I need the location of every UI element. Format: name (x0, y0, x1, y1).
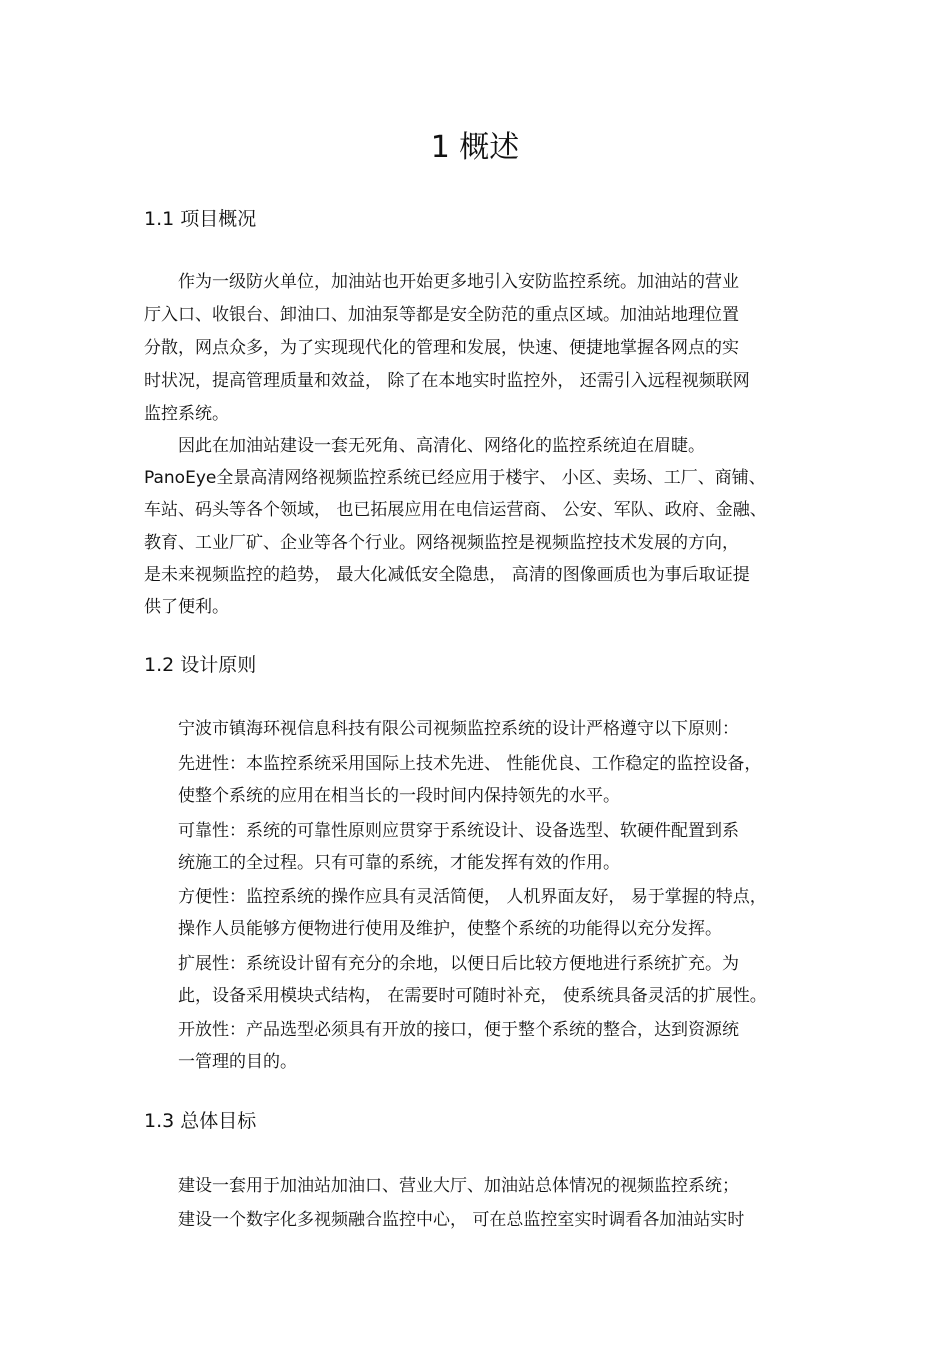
paragraph-line: 因此在加油站建设一套无死角、高清化、网络化的监控系统迫在眉睫。 (178, 436, 705, 456)
principle-line: 使整个系统的应用在相当长的一段时间内保持领先的水平。 (178, 786, 620, 806)
principle-line: 先进性：本监控系统采用国际上技术先进、 性能优良、工作稳定的监控设备， (178, 754, 762, 774)
paragraph-line: 宁波市镇海环视信息科技有限公司视频监控系统的设计严格遵守以下原则： (178, 719, 739, 739)
paragraph-line: 厅入口、收银台、卸油口、加油泵等都是安全防范的重点区域。加油站地理位置 (144, 305, 739, 325)
section-heading-design-principles: 1.2 设计原则 (144, 654, 257, 676)
principle-line: 可靠性：系统的可靠性原则应贯穿于系统设计、设备选型、软硬件配置到系 (178, 821, 739, 841)
paragraph-line: 监控系统。 (144, 404, 229, 424)
paragraph-line: 供了便利。 (144, 597, 229, 617)
principle-line: 此，设备采用模块式结构， 在需要时可随时补充， 使系统具备灵活的扩展性。 (178, 986, 767, 1006)
paragraph-line: 教育、工业厂矿、企业等各个行业。网络视频监控是视频监控技术发展的方向， (144, 533, 739, 553)
principle-line: 一管理的目的。 (178, 1052, 297, 1072)
section-heading-overall-goals: 1.3 总体目标 (144, 1110, 257, 1132)
paragraph-line: 是未来视频监控的趋势， 最大化减低安全隐患， 高清的图像画质也为事后取证提 (144, 565, 750, 585)
section-heading-overview: 1.1 项目概况 (144, 208, 257, 230)
paragraph-line: 作为一级防火单位，加油站也开始更多地引入安防监控系统。加油站的营业 (178, 272, 739, 292)
principle-line: 方便性：监控系统的操作应具有灵活简便， 人机界面友好， 易于掌握的特点， (178, 887, 767, 907)
chapter-title: 1 概述 (430, 130, 520, 165)
paragraph-line: PanoEye全景高清网络视频监控系统已经应用于楼宇、 小区、卖场、工厂、商铺、 (144, 468, 766, 488)
principle-line: 扩展性：系统设计留有充分的余地，以便日后比较方便地进行系统扩充。为 (178, 954, 739, 974)
goal-line: 建设一个数字化多视频融合监控中心， 可在总监控室实时调看各加油站实时 (178, 1210, 745, 1230)
paragraph-line: 时状况，提高管理质量和效益， 除了在本地实时监控外， 还需引入远程视频联网 (144, 371, 750, 391)
principle-line: 开放性：产品选型必须具有开放的接口，便于整个系统的整合，达到资源统 (178, 1020, 739, 1040)
paragraph-line: 车站、码头等各个领域， 也已拓展应用在电信运营商、 公安、军队、政府、金融、 (144, 500, 767, 520)
principle-line: 统施工的全过程。只有可靠的系统，才能发挥有效的作用。 (178, 853, 620, 873)
paragraph-line: 分散，网点众多，为了实现现代化的管理和发展，快速、便捷地掌握各网点的实 (144, 338, 739, 358)
goal-line: 建设一套用于加油站加油口、营业大厅、加油站总体情况的视频监控系统； (178, 1176, 739, 1196)
principle-line: 操作人员能够方便物进行使用及维护，使整个系统的功能得以充分发挥。 (178, 919, 722, 939)
